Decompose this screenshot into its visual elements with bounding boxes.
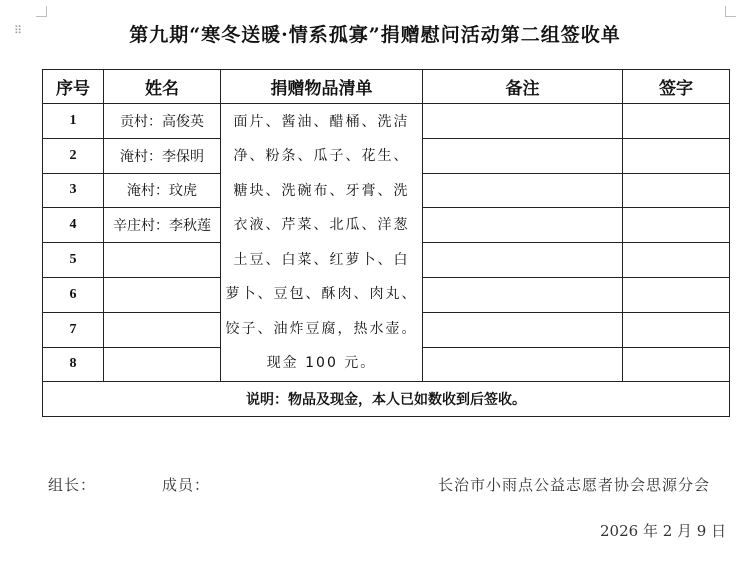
recipient-name[interactable]: 辛庄村：李秋莲 xyxy=(104,208,221,243)
items-line: 糖块、洗碗布、牙膏、洗 xyxy=(233,182,410,199)
row-number: 1 xyxy=(43,104,104,139)
signature-cell[interactable] xyxy=(623,312,730,347)
header-name: 姓名 xyxy=(104,70,221,104)
page-corner-mark-right xyxy=(725,6,736,17)
signature-cell[interactable] xyxy=(623,347,730,382)
document-date: 2026 年 2 月 9 日 xyxy=(600,522,727,540)
remarks-cell[interactable] xyxy=(423,104,623,139)
remarks-cell[interactable] xyxy=(423,208,623,243)
items-line: 现金 100 元。 xyxy=(266,355,377,372)
table-header-row xyxy=(43,70,730,104)
row-number: 3 xyxy=(43,173,104,208)
remarks-cell[interactable] xyxy=(423,347,623,382)
row-number: 8 xyxy=(43,347,104,382)
signature-cell[interactable] xyxy=(623,208,730,243)
page-corner-mark-left xyxy=(36,6,47,17)
header-serial: 序号 xyxy=(43,70,104,104)
signature-cell[interactable] xyxy=(623,173,730,208)
members-label: 成员： xyxy=(162,476,211,494)
row-number: 4 xyxy=(43,208,104,243)
signature-cell[interactable] xyxy=(623,104,730,139)
recipient-name[interactable] xyxy=(104,277,221,312)
row-number: 5 xyxy=(43,243,104,278)
row-number: 2 xyxy=(43,138,104,173)
row-number: 7 xyxy=(43,312,104,347)
donation-items-cell xyxy=(221,104,423,382)
header-items: 捐赠物品清单 xyxy=(221,70,423,104)
items-line: 土豆、白菜、红萝卜、白 xyxy=(233,251,410,268)
sign-off-table xyxy=(42,69,730,417)
signature-cell[interactable] xyxy=(623,138,730,173)
signature-cell[interactable] xyxy=(623,243,730,278)
signature-cell[interactable] xyxy=(623,277,730,312)
document-title: 第九期“寒冬送暖·情系孤寡”捐赠慰问活动第二组签收单 xyxy=(129,24,621,46)
remarks-cell[interactable] xyxy=(423,138,623,173)
recipient-name[interactable] xyxy=(104,347,221,382)
header-signature: 签字 xyxy=(623,70,730,104)
recipient-name[interactable]: 贡村：高俊英 xyxy=(104,104,221,139)
recipient-name[interactable] xyxy=(104,312,221,347)
remarks-cell[interactable] xyxy=(423,243,623,278)
organization-name: 长治市小雨点公益志愿者协会思源分会 xyxy=(438,476,711,494)
note-text: 说明：物品及现金，本人已如数收到后签收。 xyxy=(43,382,730,417)
note-row xyxy=(43,382,730,417)
recipient-name[interactable]: 淹村：玟虎 xyxy=(104,173,221,208)
remarks-cell[interactable] xyxy=(423,312,623,347)
leader-label: 组长： xyxy=(48,476,97,494)
recipient-name[interactable]: 淹村：李保明 xyxy=(104,138,221,173)
remarks-cell[interactable] xyxy=(423,277,623,312)
recipient-name[interactable] xyxy=(104,243,221,278)
drag-handle-icon[interactable]: ⠿ xyxy=(14,24,22,37)
items-line: 饺子、油炸豆腐，热水壶。 xyxy=(225,320,418,337)
items-line: 面片、酱油、醋桶、洗洁 xyxy=(233,113,410,130)
items-line: 萝卜、豆包、酥肉、肉丸、 xyxy=(225,286,418,303)
row-number: 6 xyxy=(43,277,104,312)
items-line: 衣液、芹菜、北瓜、洋葱 xyxy=(233,217,410,234)
remarks-cell[interactable] xyxy=(423,173,623,208)
items-line: 净、粉条、瓜子、花生、 xyxy=(233,148,410,165)
table-row xyxy=(43,104,730,139)
header-remarks: 备注 xyxy=(423,70,623,104)
